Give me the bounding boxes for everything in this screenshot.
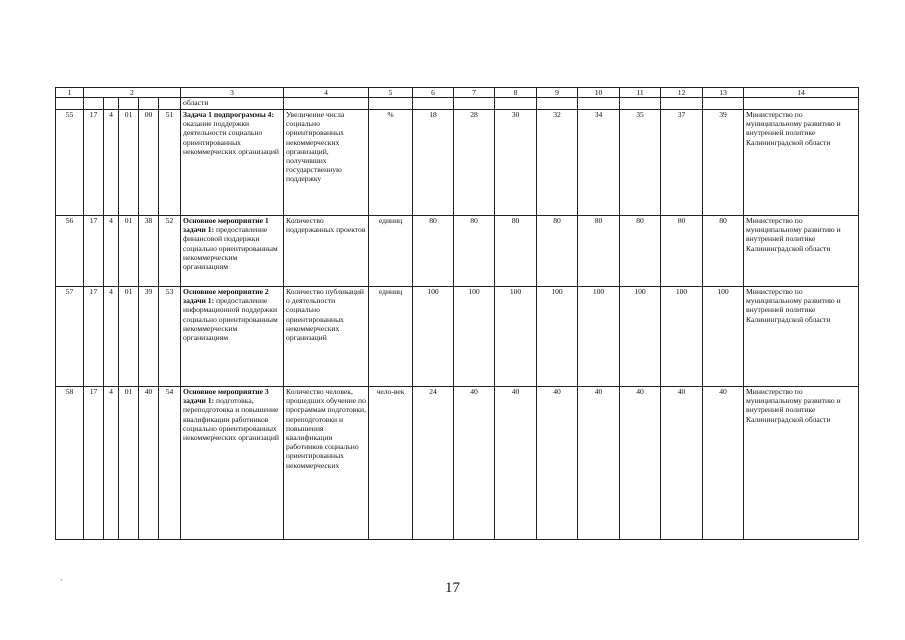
executor-text: Министерство по муниципальному развитию и внутренней политике Калининградской области (744, 110, 859, 216)
value-cell: 100 (578, 287, 620, 387)
header-cell: 6 (413, 88, 454, 98)
activity-name-title: Основное мероприятие 1 задачи 1: (183, 216, 269, 235)
table-cell (744, 98, 859, 110)
activity-name-title: Основное мероприятие 3 задачи 1: (183, 387, 269, 406)
value-cell: 100 (495, 287, 537, 387)
activity-name (181, 387, 284, 540)
table-cell (578, 98, 620, 110)
value-cell: 100 (537, 287, 578, 387)
indicator-text: Количество человек, прошедших обучение по программам подготовки, переподготовки и повышения квалификации работников социально ориентированных некоммерческих (284, 387, 369, 540)
value-cell: 39 (703, 110, 744, 216)
executor-text: Министерство по муниципальному развитию и внутренней политике Калининградской области (744, 387, 859, 540)
indicators-table (55, 87, 859, 540)
code-cell: 39 (139, 287, 159, 387)
value-cell: 80 (495, 216, 537, 287)
unit-cell: чело-век (369, 387, 413, 540)
table-cell (104, 98, 119, 110)
header-cell: 3 (181, 88, 284, 98)
code-cell: 17 (84, 287, 104, 387)
row-number: 55 (56, 110, 84, 216)
code-cell: 01 (119, 287, 139, 387)
value-cell: 80 (537, 216, 578, 287)
value-cell: 100 (454, 287, 495, 387)
code-cell: 4 (104, 216, 119, 287)
value-cell: 80 (661, 216, 703, 287)
table-cell (454, 98, 495, 110)
value-cell: 100 (620, 287, 661, 387)
code-cell: 00 (139, 110, 159, 216)
code-cell: 51 (159, 110, 181, 216)
table-cell (620, 98, 661, 110)
header-cell: 13 (703, 88, 744, 98)
value-cell: 80 (703, 216, 744, 287)
table-cell (284, 98, 369, 110)
value-cell: 80 (454, 216, 495, 287)
table-row (56, 387, 859, 540)
value-cell: 100 (703, 287, 744, 387)
table-cell (413, 98, 454, 110)
activity-name (181, 110, 284, 216)
activity-name-title: Задача 1 подпрограммы 4: (183, 110, 275, 119)
value-cell: 24 (413, 387, 454, 540)
header-cell: 5 (369, 88, 413, 98)
value-cell: 30 (495, 110, 537, 216)
value-cell: 40 (578, 387, 620, 540)
value-cell: 40 (495, 387, 537, 540)
code-cell: 54 (159, 387, 181, 540)
value-cell: 32 (537, 110, 578, 216)
activity-name-description: предоставление финансовой поддержки социально ориентированным некоммерческим организациям (183, 225, 278, 272)
table-cell (703, 98, 744, 110)
code-cell: 01 (119, 216, 139, 287)
code-cell: 17 (84, 110, 104, 216)
row-number: 57 (56, 287, 84, 387)
value-cell: 18 (413, 110, 454, 216)
value-cell: 100 (661, 287, 703, 387)
indicator-text: Увеличение числа социально ориентированных некоммерческих организаций, получивших государственную поддержку (284, 110, 369, 216)
header-cell: 10 (578, 88, 620, 98)
code-cell: 01 (119, 110, 139, 216)
header-cell: 8 (495, 88, 537, 98)
unit-cell: единиц (369, 287, 413, 387)
table-cell (84, 98, 104, 110)
continuation-text: области (181, 98, 284, 110)
unit-cell: % (369, 110, 413, 216)
table-row (56, 287, 859, 387)
activity-name-title: Основное мероприятие 2 задачи 1: (183, 287, 269, 306)
unit-cell: единиц (369, 216, 413, 287)
table-row (56, 110, 859, 216)
value-cell: 37 (661, 110, 703, 216)
activity-name-description: подготовка, переподготовка и повышение квалификации работников социально ориентированных некоммерческих организаций (183, 396, 279, 443)
header-cell: 14 (744, 88, 859, 98)
header-cell: 2 (84, 88, 181, 98)
header-cell: 9 (537, 88, 578, 98)
code-cell: 17 (84, 387, 104, 540)
header-cell: 1 (56, 88, 84, 98)
code-cell: 40 (139, 387, 159, 540)
table-cell (139, 98, 159, 110)
value-cell: 80 (620, 216, 661, 287)
value-cell: 40 (703, 387, 744, 540)
activity-name-description: предоставление информационной поддержки социально ориентированным некоммерческим организациям (183, 296, 278, 343)
code-cell: 38 (139, 216, 159, 287)
value-cell: 100 (413, 287, 454, 387)
code-cell: 4 (104, 287, 119, 387)
table-header-row (56, 88, 859, 98)
value-cell: 40 (537, 387, 578, 540)
value-cell: 35 (620, 110, 661, 216)
executor-text: Министерство по муниципальному развитию и внутренней политике Калининградской области (744, 216, 859, 287)
scan-mark: ’ (60, 578, 63, 586)
table-cell (56, 98, 84, 110)
table-row (56, 216, 859, 287)
table-cell (369, 98, 413, 110)
row-number: 58 (56, 387, 84, 540)
header-cell: 12 (661, 88, 703, 98)
page-number: 17 (445, 580, 460, 596)
table-cell (537, 98, 578, 110)
code-cell: 52 (159, 216, 181, 287)
activity-name (181, 216, 284, 287)
activity-name (181, 287, 284, 387)
value-cell: 80 (578, 216, 620, 287)
code-cell: 01 (119, 387, 139, 540)
indicator-text: Количество поддержанных проектов (284, 216, 369, 287)
value-cell: 40 (454, 387, 495, 540)
header-cell: 4 (284, 88, 369, 98)
header-cell: 7 (454, 88, 495, 98)
value-cell: 80 (413, 216, 454, 287)
value-cell: 28 (454, 110, 495, 216)
activity-name-description: оказание поддержки деятельности социально ориентированных некоммерческих организаций (183, 119, 279, 156)
executor-text: Министерство по муниципальному развитию и внутренней политике Калининградской области (744, 287, 859, 387)
row-number: 56 (56, 216, 84, 287)
header-cell: 11 (620, 88, 661, 98)
code-cell: 53 (159, 287, 181, 387)
indicator-text: Количество публикаций о деятельности социально ориентированных некоммерческих организаций (284, 287, 369, 387)
table-cell (159, 98, 181, 110)
value-cell: 40 (620, 387, 661, 540)
table-cell (661, 98, 703, 110)
value-cell: 34 (578, 110, 620, 216)
code-cell: 17 (84, 216, 104, 287)
value-cell: 40 (661, 387, 703, 540)
continuation-row (56, 98, 859, 110)
code-cell: 4 (104, 110, 119, 216)
table-cell (495, 98, 537, 110)
code-cell: 4 (104, 387, 119, 540)
table-cell (119, 98, 139, 110)
